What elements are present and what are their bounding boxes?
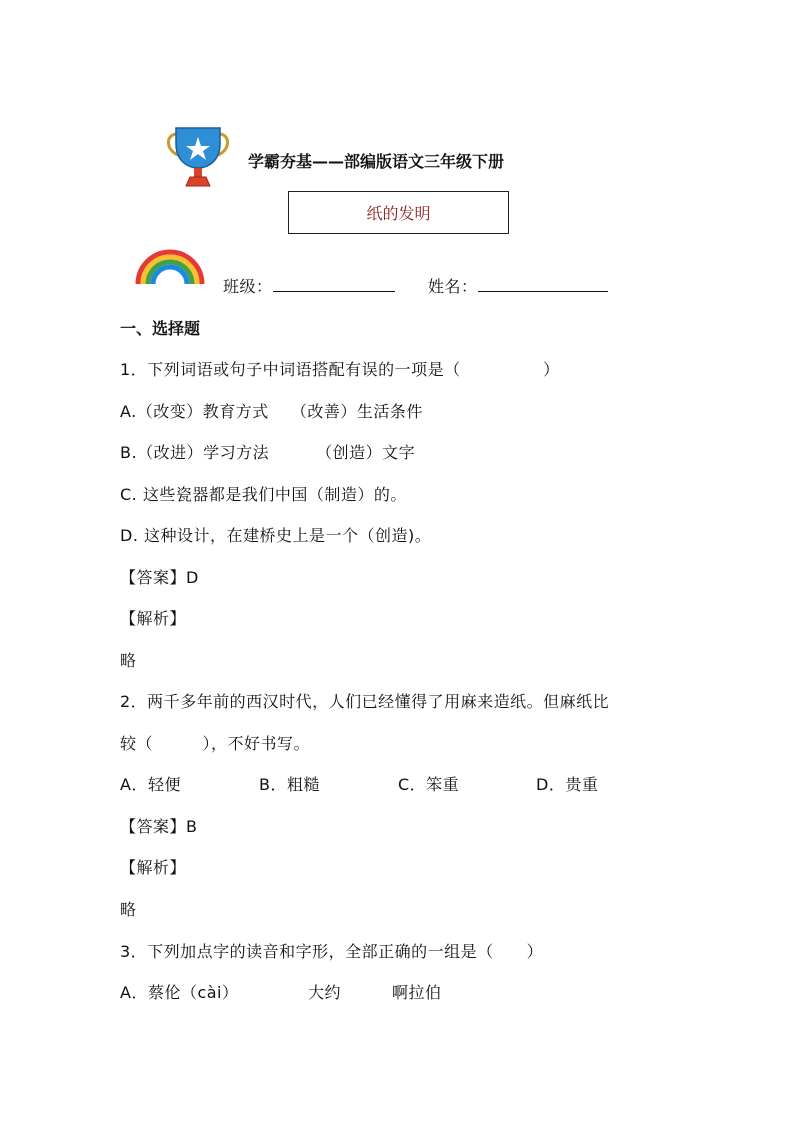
class-label: 班级：: [223, 277, 273, 296]
lesson-title-box: [288, 191, 509, 234]
class-field: [223, 274, 395, 297]
question-1-option-b: B.（改进）学习方法 （创造）文字: [120, 443, 416, 462]
question-2-stem-line1: 2．两千多年前的西汉时代，人们已经懂得了用麻来造纸。但麻纸比: [120, 692, 610, 711]
question-2-analysis-label: 【解析】: [120, 858, 187, 877]
question-2-analysis: 略: [120, 900, 137, 919]
question-2-option-d: D．贵重: [536, 775, 599, 794]
name-field: [428, 274, 608, 297]
trophy-icon: [163, 126, 233, 190]
question-1-option-d: D. 这种设计，在建桥史上是一个（创造)。: [120, 526, 432, 545]
question-1-option-c: C. 这些瓷器都是我们中国（制造）的。: [120, 485, 407, 504]
question-3-option-a-pinyin: A．蔡伦（cài）: [120, 983, 239, 1002]
question-3-option-a-word1: 大约: [308, 983, 342, 1002]
question-2-stem-line2: 较（ ），不好书写。: [120, 734, 311, 753]
name-label: 姓名：: [428, 277, 478, 296]
question-1-analysis-label: 【解析】: [120, 609, 187, 628]
page-title: 学霸夯基——部编版语文三年级下册: [248, 152, 505, 171]
question-1-answer: 【答案】D: [120, 568, 199, 587]
question-1-stem: 1．下列词语或句子中词语搭配有误的一项是（ ）: [120, 360, 560, 379]
question-1-option-a: A.（改变）教育方式 （改善）生活条件: [120, 402, 423, 421]
question-2-option-a: A．轻便: [120, 775, 181, 794]
section-heading: 一、选择题: [120, 319, 201, 338]
rainbow-icon: [133, 246, 207, 286]
question-1-analysis: 略: [120, 651, 137, 670]
name-input[interactable]: [478, 275, 608, 292]
question-2-option-b: B．粗糙: [259, 775, 320, 794]
lesson-title: 纸的发明: [366, 204, 431, 223]
question-3-stem: 3．下列加点字的读音和字形，全部正确的一组是（ ）: [120, 942, 544, 961]
question-2-option-c: C．笨重: [398, 775, 460, 794]
question-3-option-a-word2: 啊拉伯: [392, 983, 442, 1002]
question-2-answer: 【答案】B: [120, 817, 198, 836]
class-input[interactable]: [273, 275, 395, 292]
